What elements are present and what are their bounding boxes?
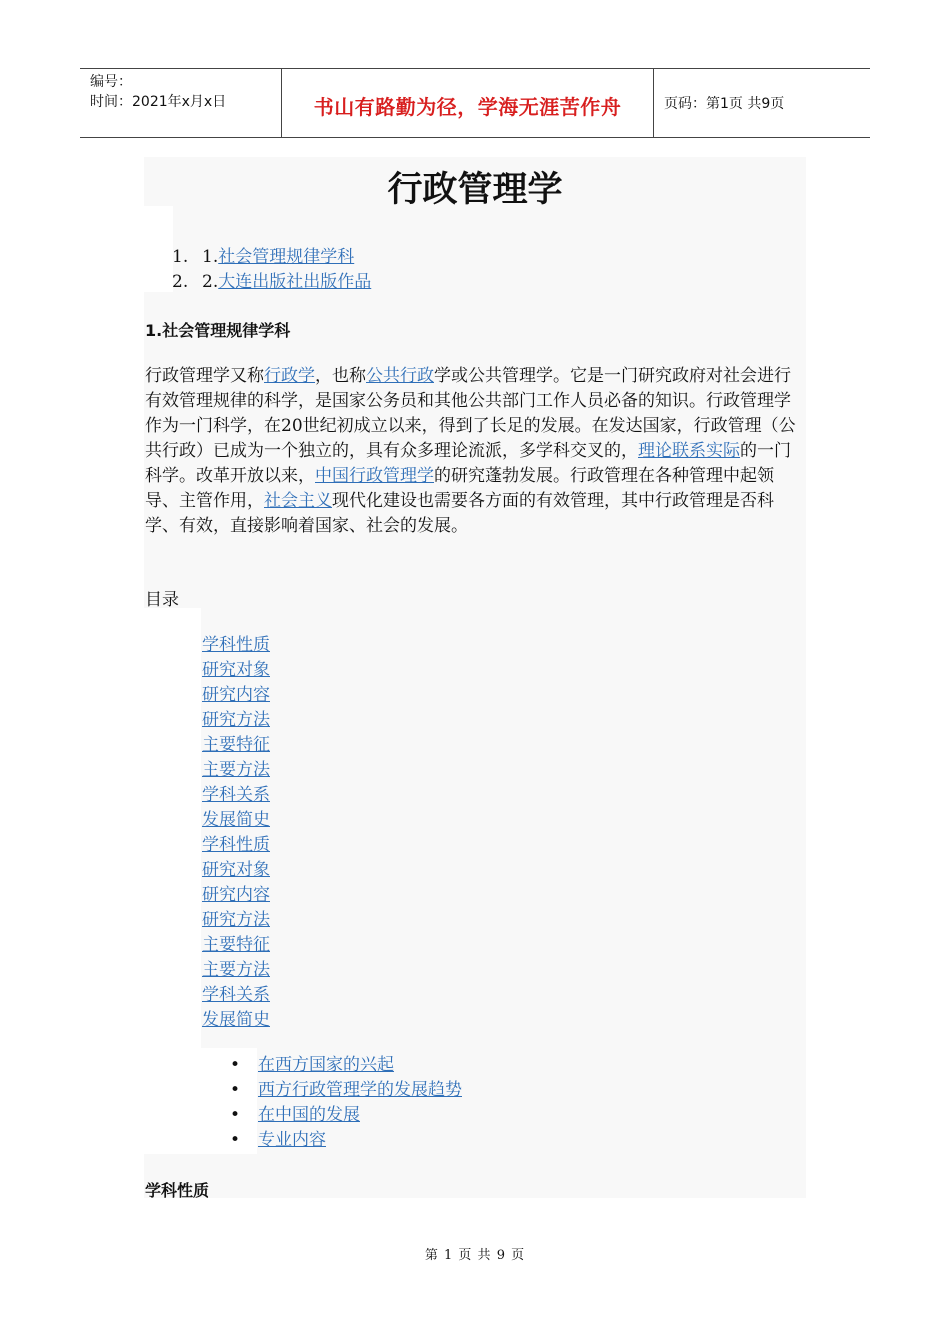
toc-link[interactable]: 主要特征	[202, 735, 270, 755]
subsection-list	[230, 1053, 462, 1153]
list-prefix: 2.	[202, 272, 219, 292]
toc-link[interactable]: 发展简史	[202, 1010, 270, 1030]
toc-link[interactable]: 学科性质	[202, 635, 270, 655]
toc-link[interactable]: 主要方法	[202, 760, 270, 780]
content-indent	[144, 608, 201, 1048]
page-info: 页码：第1页 共9页	[664, 96, 785, 112]
bullet-item	[230, 1053, 462, 1078]
toc-link[interactable]: 主要特征	[202, 935, 270, 955]
list-number: 1.	[172, 247, 189, 267]
inline-link[interactable]: 理论联系实际	[638, 441, 740, 461]
bullet-link[interactable]: 专业内容	[258, 1130, 326, 1150]
paragraph-text: 行政管理学又称	[145, 366, 264, 386]
bullet-icon: •	[230, 1130, 241, 1150]
list-number: 2.	[172, 272, 189, 292]
list-item	[172, 245, 371, 270]
list-link[interactable]: 大连出版社出版作品	[218, 272, 372, 292]
paragraph-text: 的一门科学。改革开放以来，	[145, 441, 791, 486]
motto: 书山有路勤为径，学海无涯苦作舟	[282, 69, 654, 137]
bullet-link[interactable]: 在西方国家的兴起	[258, 1055, 394, 1075]
toc-link[interactable]: 学科性质	[202, 835, 270, 855]
bullet-link[interactable]: 西方行政管理学的发展趋势	[258, 1080, 462, 1100]
header-table	[80, 68, 870, 138]
number-label: 编号：	[90, 74, 132, 90]
toc-link[interactable]: 学科关系	[202, 985, 270, 1005]
numbered-list	[172, 245, 371, 295]
page-title: 行政管理学	[387, 170, 563, 210]
toc-link[interactable]: 研究方法	[202, 710, 270, 730]
inline-link[interactable]: 中国行政管理学	[315, 466, 434, 486]
section-heading: 学科性质	[145, 1181, 210, 1200]
content-indent	[144, 206, 173, 292]
inline-link[interactable]: 行政学	[264, 366, 315, 386]
list-link[interactable]: 社会管理规律学科	[218, 247, 355, 267]
toc-title: 目录	[145, 590, 179, 610]
inline-link[interactable]: 公共行政	[366, 366, 434, 386]
paragraph-text: 现代化建设也需要各方面的有效管理，其中行政管理是否科学、有效，直接影响着国家、社会的发展。	[145, 491, 774, 536]
bullet-item	[230, 1078, 462, 1103]
list-prefix: 1.	[202, 247, 219, 267]
bullet-icon: •	[230, 1080, 241, 1100]
toc-link[interactable]: 研究对象	[202, 860, 270, 880]
bullet-link[interactable]: 在中国的发展	[258, 1105, 360, 1125]
page-footer: 第 1 页 共 9 页	[424, 1248, 526, 1263]
bullet-item	[230, 1103, 462, 1128]
paragraph-text: 学或公共管理学。它是一门研究政府对社会进行有效管理规律的科学，是国家公务员和其他公共部门工作人员必备的知识。行政管理学作为一门科学，在20世纪初成立以来，得到了长足的发展。在发达国家，行政管理（公共行政）已成为一个独立的，具有众多理论流派，多学科交叉的，	[145, 366, 796, 461]
toc-link[interactable]: 研究对象	[202, 660, 270, 680]
paragraph-text: ，也称	[315, 366, 366, 386]
time-label: 时间：2021年x月x日	[90, 94, 227, 110]
toc-link[interactable]: 发展简史	[202, 810, 270, 830]
toc-link[interactable]: 研究方法	[202, 910, 270, 930]
bullet-item	[230, 1128, 462, 1153]
list-item	[172, 270, 371, 295]
toc-link[interactable]: 学科关系	[202, 785, 270, 805]
toc-link[interactable]: 主要方法	[202, 960, 270, 980]
intro-paragraph	[145, 364, 807, 539]
inline-link[interactable]: 社会主义	[264, 491, 332, 511]
bullet-icon: •	[230, 1055, 241, 1075]
table-of-contents	[202, 633, 270, 1033]
toc-link[interactable]: 研究内容	[202, 885, 270, 905]
paragraph-text: 的研究蓬勃发展。行政管理在各种管理中起领导、主管作用，	[145, 466, 774, 511]
toc-link[interactable]: 研究内容	[202, 685, 270, 705]
header-left-cell	[80, 69, 282, 137]
section-heading: 1.社会管理规律学科	[145, 321, 291, 340]
bullet-icon: •	[230, 1105, 241, 1125]
